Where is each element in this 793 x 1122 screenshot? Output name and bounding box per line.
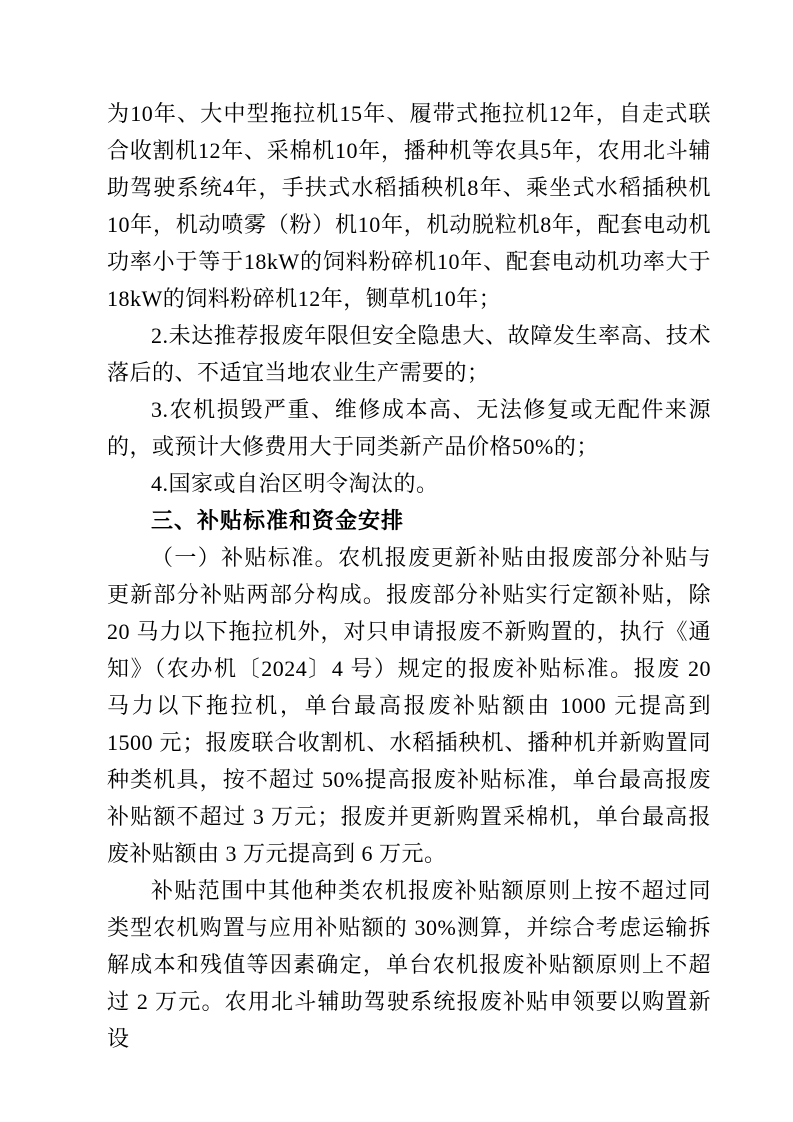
list-item-damaged-machinery: 3.农机损毁严重、维修成本高、无法修复或无配件来源的，或预计大修费用大于同类新产品价格50%的； [107, 397, 711, 459]
list-item-state-eliminated: 4.国家或自治区明令淘汰的。 [151, 471, 439, 496]
paragraph-scrap-age-limits: 为10年、大中型拖拉机15年、履带式拖拉机12年，自走式联合收割机12年、采棉机10年，播种机等农具5年，农用北斗辅助驾驶系统4年，手扶式水稻插秧机8年、乘坐式水稻插秧机10年，机动喷雾（粉）机10年，机动脱粒机8年，配套电动机功率小于等于18kW的饲料粉碎机10年、配套电动机功率大于18kW的饲料粉碎机12年，铡草机10年； [107, 101, 711, 311]
paragraph-subsidy-standard: （一）补贴标准。农机报废更新补贴由报废部分补贴与更新部分补贴两部分构成。报废部分补贴实行定额补贴，除 20 马力以下拖拉机外，对只申请报废不新购置的，执行《通知》（农办机〔2024〕4 号）规定的报废补贴标准。报废 20 马力以下拖拉机，单台最高报废补贴额由 1000 元提高到 1500 元；报废联合收割机、水稻插秧机、播种机并新购置同种类机具，按不超过 50%提高报废补贴标准，单台最高报废补贴额不超过 3 万元；报废并更新购置采棉机，单台最高报废补贴额由 3 万元提高到 6 万元。 [107, 545, 711, 866]
section-heading-subsidy-standards: 三、补贴标准和资金安排 [151, 508, 405, 533]
list-item-unsafe-machinery: 2.未达推荐报废年限但安全隐患大、故障发生率高、技术落后的、不适宜当地农业生产需要的； [107, 323, 711, 385]
document-content [107, 95, 711, 1057]
paragraph-other-machinery-subsidy: 补贴范围中其他种类农机报废补贴额原则上按不超过同类型农机购置与应用补贴额的 30%测算，并综合考虑运输拆解成本和残值等因素确定，单台农机报废补贴额原则上不超过 2 万元。农用北斗辅助驾驶系统报废补贴申领要以购置新设 [107, 878, 711, 1051]
